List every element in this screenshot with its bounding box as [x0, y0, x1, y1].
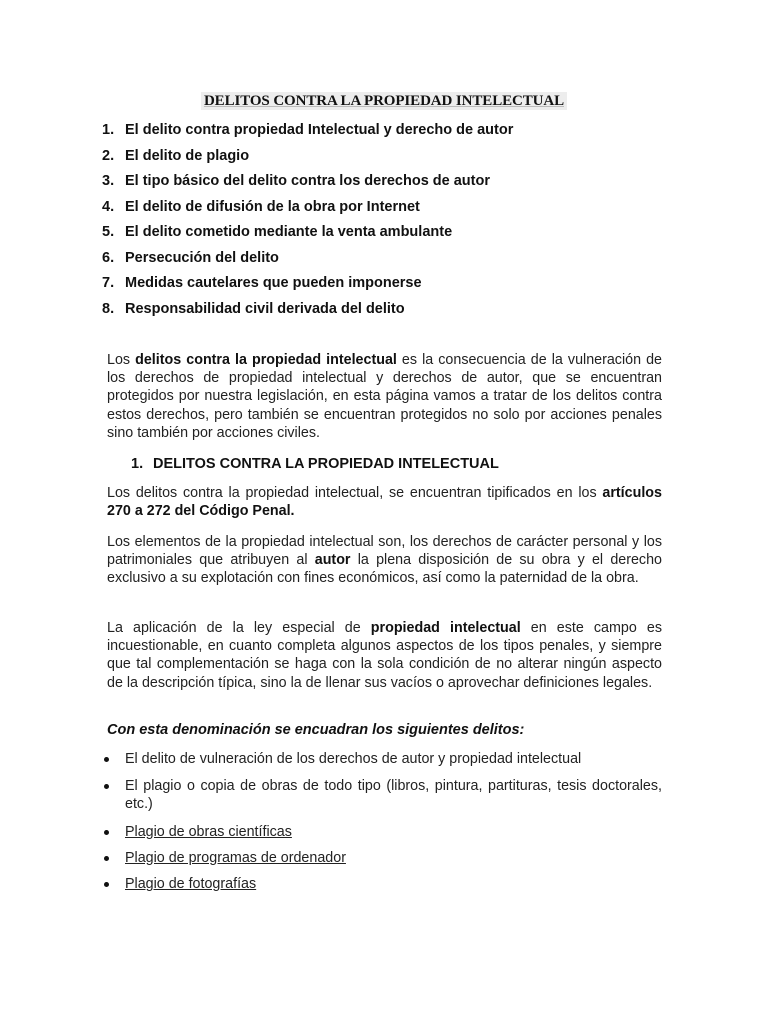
toc-number: 6. [102, 249, 115, 266]
toc-text: El delito cometido mediante la venta ambulante [125, 224, 453, 240]
table-of-contents [102, 119, 513, 323]
section-heading [131, 454, 499, 474]
toc-number: 7. [102, 275, 115, 291]
link-photographs[interactable]: Plagio de fotografías [125, 876, 257, 893]
bullet-icon [104, 830, 109, 835]
bullet-icon [104, 784, 109, 789]
toc-number: 1. [102, 122, 115, 138]
list-item-text: El plagio o copia de obras de todo tipo (libros, pintura, partituras, tesis doctorales, etc.) [125, 778, 662, 813]
section-number: 1. [131, 456, 144, 472]
paragraph-elements [107, 533, 662, 588]
toc-number: 8. [102, 300, 115, 317]
link-scientific-works[interactable]: Plagio de obras científicas [125, 823, 292, 840]
toc-item [102, 298, 513, 324]
paragraph-text-pre: Los elementos de la propiedad intelectual son, los derechos de carácter personal y los patrimoniales que atribuyen al [107, 534, 662, 569]
toc-item [102, 272, 513, 298]
toc-text: Persecución del delito [125, 249, 279, 266]
paragraph-law [107, 619, 662, 692]
list-item-link[interactable] [104, 875, 662, 893]
toc-number: 3. [102, 173, 115, 189]
paragraph-text-post: la plena disposición de su obra y el derecho exclusivo a su explotación con fines económicos, así como la paternidad de la obra. [107, 552, 662, 587]
toc-text: El delito contra propiedad Intelectual y derecho de autor [125, 122, 514, 138]
subheading: Con esta denominación se encuadran los siguientes delitos: [107, 722, 525, 738]
bullet-icon [104, 757, 109, 762]
toc-text: Medidas cautelares que pueden imponerse [125, 275, 422, 291]
link-computer-programs[interactable]: Plagio de programas de ordenador [125, 849, 346, 866]
crime-list [104, 750, 662, 893]
toc-item [102, 119, 513, 145]
list-item-link[interactable] [104, 823, 662, 841]
intro-text-pre: Los [107, 352, 136, 368]
toc-item [102, 221, 513, 247]
toc-number: 5. [102, 224, 115, 240]
toc-item [102, 145, 513, 171]
paragraph-text-post: en este campo es incuestionable, en cuanto completa algunos aspectos de los tipos penales, y siempre que tal complementación se haga con la sola condición de no alterar ningún aspecto de la descripción típica, sino la de llenar sus vacíos o aprovechar definiciones legales. [107, 620, 663, 691]
intro-text-post: es la consecuencia de la vulneración de los derechos de propiedad intelectual y derechos de autor, que se encuentran protegidos por nuestra legislación, en esta página vamos a tratar de los delitos contra estos derechos, pero también se encuentran protegidos no solo por acciones penales sino también por acciones civiles. [107, 352, 662, 441]
list-item [104, 777, 662, 813]
document-title: DELITOS CONTRA LA PROPIEDAD INTELECTUAL [201, 92, 567, 110]
paragraph-bold-term: autor [314, 552, 351, 569]
toc-text: El delito de plagio [125, 147, 250, 164]
toc-item [102, 247, 513, 273]
paragraph-bold-term: propiedad intelectual [370, 620, 521, 636]
list-item-text: El delito de vulneración de los derechos de autor y propiedad intelectual [125, 751, 582, 767]
toc-text: Responsabilidad civil derivada del delito [125, 300, 405, 317]
toc-text: El tipo básico del delito contra los derechos de autor [125, 173, 490, 189]
toc-text: El delito de difusión de la obra por Internet [125, 198, 420, 215]
toc-number: 2. [102, 147, 115, 164]
intro-paragraph [107, 351, 662, 442]
list-item [104, 750, 662, 768]
paragraph-bold-reference: artículos 270 a 272 del Código Penal. [107, 485, 662, 520]
toc-item [102, 196, 513, 222]
paragraph-text-pre: Los delitos contra la propiedad intelectual, se encuentran tipificados en los [107, 485, 603, 501]
list-item-link[interactable] [104, 849, 662, 867]
paragraph-articles [107, 484, 662, 520]
paragraph-text-pre: La aplicación de la ley especial de [107, 620, 371, 636]
intro-bold-term: delitos contra la propiedad intelectual [135, 352, 397, 368]
section-title: DELITOS CONTRA LA PROPIEDAD INTELECTUAL [153, 456, 499, 472]
bullet-icon [104, 882, 109, 887]
toc-item [102, 170, 513, 196]
toc-number: 4. [102, 198, 115, 215]
bullet-icon [104, 856, 109, 861]
